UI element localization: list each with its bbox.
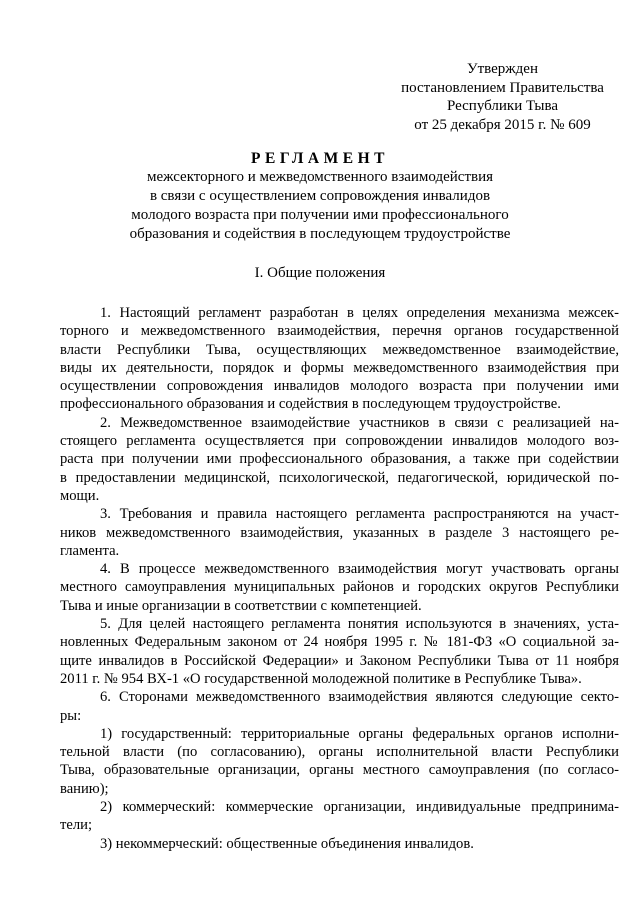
approval-line: Утвержден [466,61,538,77]
paragraph-line: в предоставлении медицинской, психологической, педагогической, юридической по- [60,469,619,486]
paragraph [60,615,619,688]
paragraph-line: ры: [60,707,82,724]
paragraph [60,414,619,505]
approval-line: Республики Тыва [446,98,559,115]
paragraph-line: 5. Для целей настоящего регламента понятия используются в значениях, уста- [100,616,619,633]
paragraph [60,304,619,414]
subtitle-line: образования и содействия в последующем трудоустройстве [129,226,511,242]
paragraph-line: 6. Сторонами межведомственного взаимодействия являются следующие секто- [100,689,619,706]
paragraph-line: 2) коммерческий: коммерческие организации, индивидуальные предпринима- [100,799,619,816]
paragraph-line: 2. Межведомственное взаимодействие участников в связи с реализацией на- [100,414,619,431]
paragraph-line: ванию); [60,780,109,797]
document-title: РЕГЛАМЕНТ [251,150,389,167]
paragraph-line: торного и межведомственного взаимодействия, перечня органов государственной [60,323,619,340]
paragraph-line: тельной власти (по согласованию), органы исполнительной власти Республики [60,744,619,761]
paragraph-line: мощи. [60,487,100,504]
paragraph-line: тели; [60,817,93,834]
section-heading: I. Общие положения [254,265,386,281]
paragraph-line: осуществлении сопровождения инвалидов молодого возраста при получении ими [60,378,619,395]
paragraph [60,505,619,560]
document-body [60,304,619,853]
subtitle-line: в связи с осуществлением сопровождения инвалидов [149,188,491,204]
paragraph-line: профессионального образования и содействия в последующем трудоустройстве. [60,396,561,413]
document-subtitle [110,168,530,244]
paragraph [60,560,619,615]
paragraph-line: новленных Федеральным законом от 24 ноября 1995 г. № 181-ФЗ «О социальной за- [60,634,619,651]
paragraph-line: стоящего регламента осуществляется при сопровождении инвалидов молодого воз- [60,433,619,450]
paragraph [60,725,619,798]
paragraph-line: власти Республики Тыва, осуществляющих межведомственное взаимодействие, [60,341,619,358]
paragraph-line: Тыва и иные организации в соответствии с компетенцией. [60,597,422,614]
paragraph [60,688,619,725]
paragraph-line: щите инвалидов в Российской Федерации» и Законом Республики Тыва от 11 ноября [60,652,619,669]
subtitle-line: межсекторного и межведомственного взаимодействия [146,169,494,185]
approval-line: от 25 декабря 2015 г. № 609 [414,116,591,133]
paragraph-line: 1. Настоящий регламент разработан в целях определения механизма межсек- [100,305,619,321]
paragraph-line: Тыва, образовательные организации, органы местного самоуправления (по согласо- [60,762,619,779]
paragraph-line: 2011 г. № 954 ВХ-1 «О государственной молодежной политике в Республике Тыва». [60,670,582,687]
approval-line: постановлением Правительства [401,79,604,96]
approval-block [385,60,620,134]
paragraph-line: виды их деятельности, порядок и формы межведомственного взаимодействия при [60,359,619,376]
paragraph [60,835,619,853]
paragraph-line: раста при получении ими профессионального образования, а также при содействии [60,451,619,468]
paragraph-line: 1) государственный: территориальные органы федеральных органов исполни- [100,725,619,742]
subtitle-line: молодого возраста при получении ими профессионального [131,207,509,223]
paragraph-line: ников межведомственного взаимодействия, указанных в разделе 3 настоящего ре- [60,524,619,541]
paragraph-line: 3) некоммерческий: общественные объединения инвалидов. [100,835,474,852]
paragraph [60,798,619,835]
paragraph-line: гламента. [60,542,120,559]
paragraph-line: 4. В процессе межведомственного взаимодействия могут участвовать органы [100,561,619,578]
paragraph-line: местного самоуправления муниципальных районов и городских округов Республики [60,579,619,596]
paragraph-line: 3. Требования и правила настоящего регламента распространяются на участ- [100,506,619,523]
